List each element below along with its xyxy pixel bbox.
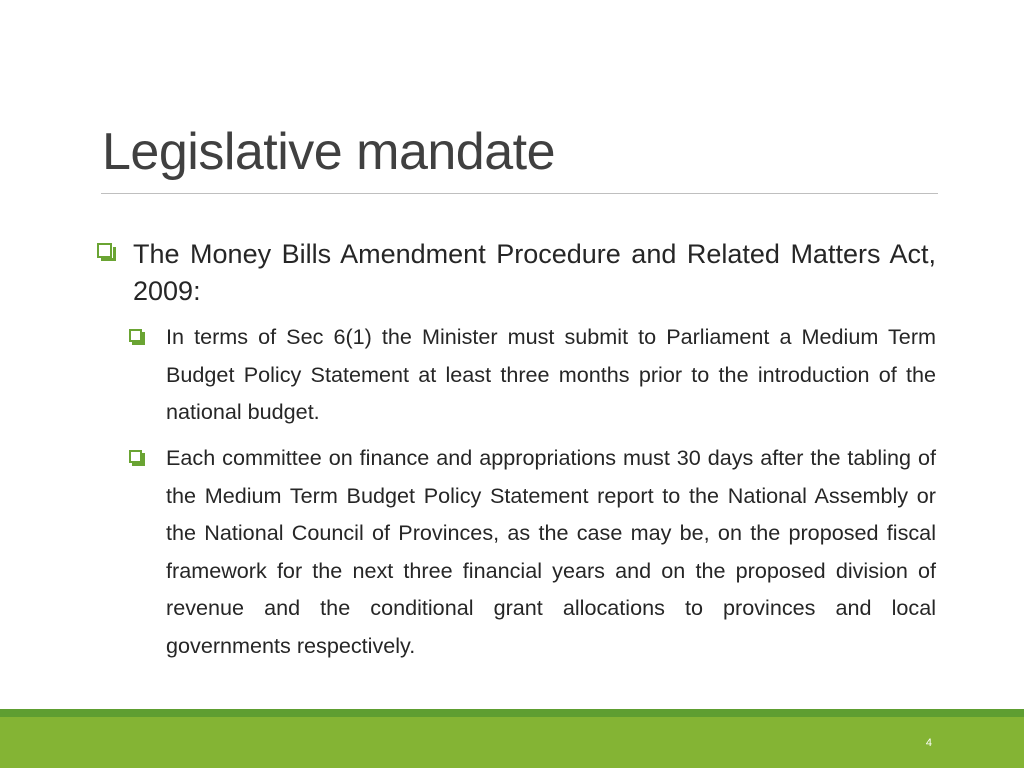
bullet-level1-text: The Money Bills Amendment Procedure and Related Matters Act, 2009:: [133, 239, 936, 306]
checkbox-bullet-icon: [97, 243, 112, 258]
title-divider: [101, 193, 938, 194]
bullet-level2-text: In terms of Sec 6(1) the Minister must submit to Parliament a Medium Term Budget Policy Statement at least three months prior to the introduction of the national budget.: [166, 324, 936, 425]
page-number: 4: [925, 737, 932, 749]
checkbox-bullet-icon: [129, 450, 142, 463]
checkbox-bullet-icon: [129, 329, 142, 342]
footer-band: [0, 717, 1024, 768]
footer-accent-line: [0, 709, 1024, 717]
checkbox-bullet-shadow: [142, 332, 145, 345]
bullet-level2-text: Each committee on finance and appropriations must 30 days after the tabling of the Medium Term Budget Policy Statement report to the National Assembly or the National Council of Provinces, as the case may be, on the proposed fiscal framework for the next three financial years and on the proposed division of revenue and the conditional grant allocations to provinces and local governments respectively.: [166, 445, 936, 658]
checkbox-bullet-shadow: [113, 247, 116, 261]
slide-title: Legislative mandate: [102, 123, 556, 181]
checkbox-bullet-shadow: [142, 453, 145, 466]
